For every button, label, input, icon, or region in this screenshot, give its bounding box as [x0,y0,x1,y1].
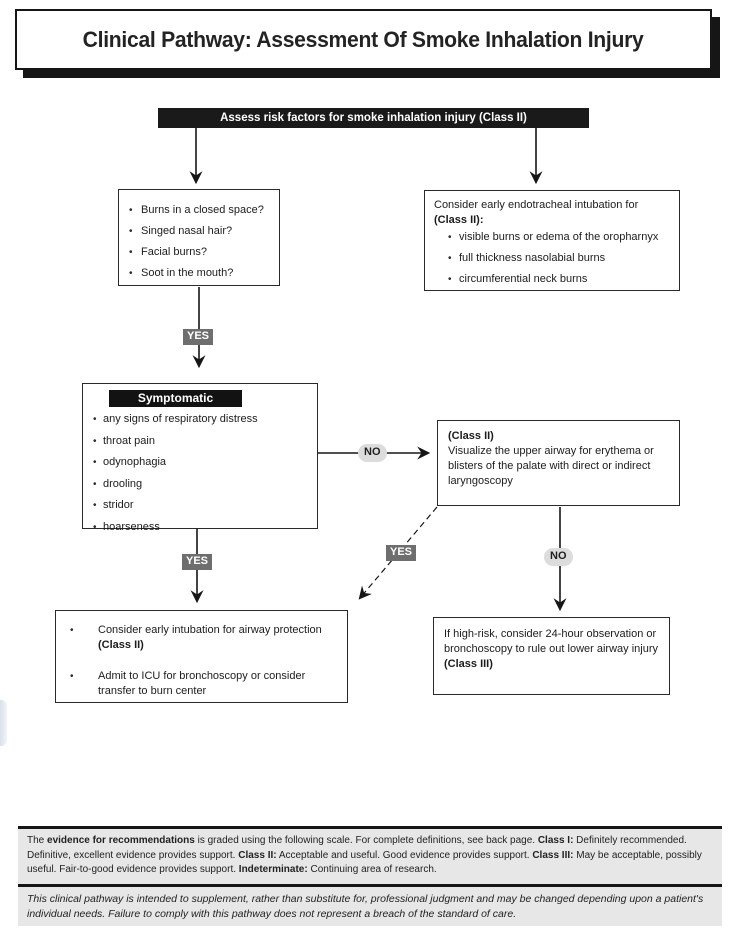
box-risk-questions [118,189,280,286]
list-item: • drooling [89,474,311,496]
title-box [15,9,712,70]
decision-label-yes-1: YES [183,329,213,345]
box-high-risk-observation [433,617,670,695]
list-item: • Soot in the mouth? [125,263,273,284]
banner-label: Assess risk factors for smoke inhalation injury (Class II) [220,112,527,124]
grading-segment-bold: Indeterminate: [238,864,308,875]
visualize-class-label: (Class II) [448,430,494,442]
grading-segment: May be acceptable, possibly useful. Fair-to-good evidence provides support. [27,849,702,875]
list-item: • full thickness nasolabial burns [444,248,671,269]
airway-item1-class-label: (Class II) [98,639,144,651]
list-item: • throat pain [89,431,311,453]
symptomatic-header [109,390,242,407]
box-symptomatic [82,383,318,533]
box-airway-protection [55,610,348,703]
list-item: • odynophagia [89,452,311,474]
box-intubation-criteria [424,190,680,291]
list-item: • any signs of respiratory distress [89,409,311,431]
list-item: • stridor [89,495,311,517]
grading-segment: is graded using the following scale. For complete definitions, see back page. [194,835,538,846]
box-visualize-airway [437,420,680,506]
footnote-disclaimer [18,884,722,926]
symptomatic-header-label: Symptomatic [137,391,214,405]
banner-assess-risk-factors [158,108,589,128]
list-item: • Singed nasal hair? [125,221,273,242]
decision-label-no-1: NO [358,444,387,462]
decision-label-no-2: NO [544,548,573,566]
grading-segment: Continuing area of research. [307,864,437,875]
intubation-class-label: (Class II): [434,213,484,226]
grading-segment: Acceptable and useful. Good evidence provides support. [276,849,533,861]
list-item [56,623,337,653]
decision-label-yes-2: YES [182,554,212,570]
intubation-intro [434,198,671,227]
list-item: • circumferential neck burns [444,269,671,290]
disclaimer-text: This clinical pathway is intended to supplement, rather than substitute for, professional judgment and may be changed depending upon a patient's individual needs. Failure to comply with this pathway does not represent a breach of the standard of care. [27,893,704,920]
grading-segment-bold: Class I: [537,835,574,846]
high-risk-class-label: (Class III) [444,658,493,670]
left-margin-artifact [0,700,7,746]
footnote-evidence-grading [18,826,722,888]
grading-segment-bold: Class III: [532,849,574,861]
visualize-text: Visualize the upper airway for erythema or blisters of the palate with direct or indirect laryngoscopy [448,445,654,487]
grading-segment-bold: Class II: [238,849,277,861]
grading-segment: Definitely recommended. Definitive, excellent evidence provides support. [27,835,687,861]
list-item: • Admit to ICU for bronchoscopy or consider transfer to burn center [56,669,337,699]
list-item: • Facial burns? [125,242,273,263]
grading-segment: The [27,835,48,846]
list-item: • hoarseness [89,517,311,539]
decision-label-yes-3: YES [386,545,416,561]
grading-segment-bold: evidence for recommendations [47,835,195,846]
high-risk-text: If high-risk, consider 24-hour observation or bronchoscopy to rule out lower airway injury [444,628,658,655]
intubation-intro-text: Consider early endotracheal intubation for [434,199,639,211]
list-item: • Burns in a closed space? [125,200,273,221]
airway-item1-text: Consider early intubation for airway protection [98,624,322,636]
list-item: • visible burns or edema of the oropharnyx [444,227,671,248]
page-title: Clinical Pathway: Assessment Of Smoke Inhalation Injury [83,26,644,52]
